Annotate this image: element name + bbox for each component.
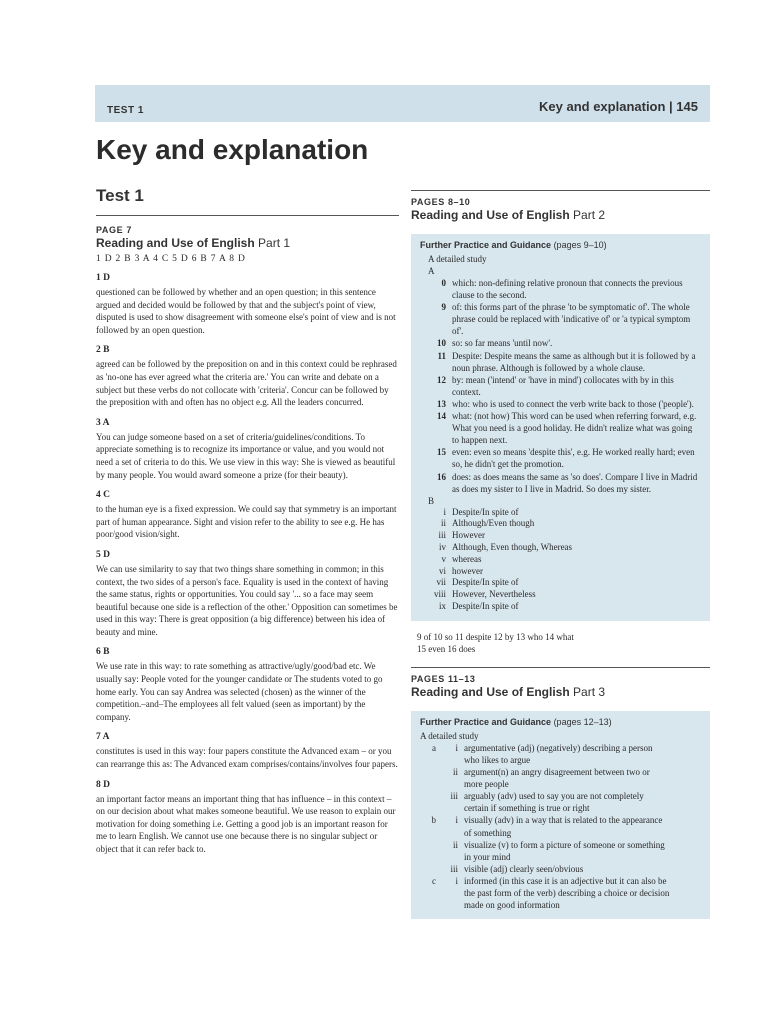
line-text: in your mind [464, 851, 511, 862]
question-body: constitutes is used in this way: four papers constitute the Advanced exam – or you can rearrange this as: The Advanced exam comprises/contains/involves four papers. [96, 746, 398, 770]
line-numeral [440, 899, 464, 911]
section-title-text: Reading and Use of English [96, 236, 255, 250]
question-head: 8 D [96, 779, 110, 790]
item-text: Although, Even though, Whereas [452, 542, 573, 553]
line-text: certain if something is true or right [464, 803, 590, 814]
line-text: of something [464, 827, 512, 838]
study-line [420, 851, 701, 863]
line-numeral: i [455, 875, 458, 886]
explanation-item [420, 471, 701, 495]
page-label: PAGE 7 [96, 225, 132, 235]
item-number: v [441, 553, 446, 564]
part-letter: B [428, 495, 435, 506]
item-text: Despite/In spite of [452, 577, 519, 588]
line-letter [420, 839, 440, 851]
question-head: 7 A [96, 732, 110, 743]
sub-heading: A detailed study [428, 254, 487, 264]
item-number: 13 [437, 398, 446, 409]
question-head: 5 D [96, 549, 110, 560]
item-number: vi [438, 565, 446, 576]
box-title [420, 240, 701, 250]
roman-item [420, 542, 701, 554]
line-text: arguably (adv) used to say you are not completely [464, 791, 644, 802]
line-letter [420, 790, 440, 802]
section-divider [96, 215, 399, 216]
study-line [420, 778, 701, 790]
line-numeral: iii [450, 863, 458, 874]
item-text: even: even so means 'despite this', e.g. He worked really hard; even so, he didn't get the promotion. [452, 447, 695, 470]
roman-item [420, 530, 701, 542]
item-text: whereas [452, 553, 482, 564]
item-text: who: who is used to connect the verb write back to those ('people'). [452, 398, 694, 409]
item-number: 15 [437, 447, 446, 458]
box-pages: (pages 12–13) [553, 716, 612, 727]
line-numeral [440, 851, 464, 863]
study-line [420, 899, 701, 911]
item-number: vii [436, 577, 446, 588]
roman-item [420, 507, 701, 519]
question-6 [96, 647, 399, 723]
left-column [96, 215, 399, 856]
line-text: who likes to argue [464, 754, 531, 765]
part-letter: A [428, 266, 435, 276]
line-letter [420, 899, 440, 911]
explanation-item [420, 277, 701, 301]
item-number: viii [433, 589, 446, 600]
header-test-label: TEST 1 [107, 105, 144, 116]
explanation-item [420, 410, 701, 446]
section-title-text: Reading and Use of English [411, 684, 570, 699]
explanation-item [420, 446, 701, 470]
line-text: visually (adv) in a way that is related to the appearance [464, 815, 663, 826]
item-text: which: non-defining relative pronoun that connects the previous clause to the second. [452, 278, 683, 301]
section-divider [411, 190, 710, 191]
question-1 [96, 273, 399, 336]
item-text: so: so far means 'until now'. [452, 338, 553, 349]
line-letter [420, 863, 440, 875]
line-text: more people [464, 779, 509, 790]
study-line [420, 839, 701, 851]
practice-box [411, 234, 710, 621]
study-line [420, 875, 701, 887]
item-text: what: (not how) This word can be used when referring forward, e.g. What you need is a good holiday. He didn't realize what was going to happen next. [452, 411, 697, 446]
question-8 [96, 780, 399, 856]
question-body: agreed can be followed by the preposition on and in this context could be rephrased as 'no-one has ever agreed what the criteria are.' You can write and debate on a subject but these verbs do not collocate with 'criteria'. Concur can be followed by the preposition with and often has no object e.g. All the leaders concurred. [96, 359, 397, 408]
item-text: Despite: Despite means the same as although but it is followed by a noun phrase. Although is followed by a whole clause. [452, 350, 696, 373]
page-label: PAGES 11–13 [411, 673, 476, 684]
item-number: ii [440, 518, 446, 529]
study-line [420, 827, 701, 839]
item-text: However [452, 530, 485, 541]
roman-item [420, 566, 701, 578]
answer-key-line: 1 D 2 B 3 A 4 C 5 D 6 B 7 A 8 D [96, 254, 246, 264]
line-letter [420, 851, 440, 863]
item-text: of: this forms part of the phrase 'to be symptomatic of'. The whole phrase could be replaced with 'indicative of' or 'a typical symptom of'. [452, 302, 691, 337]
line-numeral: ii [452, 767, 458, 778]
item-text: does: as does means the same as 'so does'. Compare I live in Madrid as does my sister to I live in Madrid. So does my sister. [452, 471, 698, 494]
explanation-item [420, 337, 701, 349]
header-page-title: Key and explanation | 145 [539, 99, 698, 114]
study-line [420, 754, 701, 766]
answer-summary-line: 9 of 10 so 11 despite 12 by 13 who 14 what [417, 631, 574, 642]
line-letter [420, 827, 440, 839]
question-4 [96, 490, 399, 541]
question-body: an important factor means an important thing that has influence – in this context – on our decision about what makes someone beautiful. We use reason to explain our motivation for doing something i.e. Getting a good job is an important reason for me to learn English. We cannot use one because there is no singular subject or object that it can refer back to. [96, 793, 396, 854]
box-title [420, 717, 701, 727]
line-text: visualize (v) to form a picture of someone or something [464, 839, 665, 850]
question-body: questioned can be followed by whether and an open question; in this sentence argued and decided would be followed by that and the subject's point of view, disputed is used to show disagreement with someone else's point of view and is not followed by an open question. [96, 287, 396, 335]
line-numeral: i [455, 742, 458, 753]
line-text: visible (adj) clearly seen/obvious [464, 863, 584, 874]
section-title [96, 236, 399, 250]
item-number: 0 [441, 278, 446, 288]
item-text: by: mean ('intend' or 'have in mind') collocates with by in this context. [452, 374, 674, 397]
item-text: However, Nevertheless [452, 589, 536, 600]
item-text: Despite/In spite of [452, 601, 519, 612]
sub-heading: A detailed study [420, 730, 479, 741]
item-text: Despite/In spite of [452, 506, 519, 517]
question-head: 1 D [96, 273, 110, 283]
roman-item [420, 589, 701, 601]
line-letter [420, 766, 440, 778]
section-part: Part 3 [573, 684, 606, 699]
answer-summary-line: 15 even 16 does [417, 643, 476, 654]
page-label: PAGES 8–10 [411, 197, 471, 207]
explanation-item [420, 374, 701, 398]
line-text: made on good information [464, 900, 560, 911]
question-head: 3 A [96, 417, 110, 428]
section-divider [411, 667, 710, 668]
explanation-item [420, 301, 701, 337]
study-line [420, 742, 701, 754]
item-number: iv [438, 542, 446, 553]
question-body: to the human eye is a fixed expression. We could say that symmetry is an important part of human appearance. Sight and vision refer to the ability to see e.g. He has poor/good vision/sight. [96, 504, 397, 540]
section-part: Part 2 [573, 208, 606, 222]
practice-box [411, 711, 710, 919]
item-number: 10 [437, 338, 446, 349]
question-body: We use rate in this way: to rate something as attractive/ugly/good/bad etc. We usually say: People voted for the younger candidate or The students voted to go home early. You can say Andrea was selected (chosen) as the winner of the competition.–and–The employees all felt valued (seen as important) by the company. [96, 661, 383, 722]
line-letter [420, 754, 440, 766]
item-text: however [452, 565, 483, 576]
item-number: 9 [441, 302, 446, 313]
line-letter [420, 778, 440, 790]
question-body: We can use similarity to say that two things share something in common; in this context, the two sides of a person's face. Equality is used in the context of having the same status, rights or opportunities. You could say '... so a face may seem beautiful because one side is a reflection of the other.' Opposition can sometimes be used in this way: There is great opposition (a big difference) between his idea of beauty and mine. [96, 563, 398, 637]
item-number: 14 [437, 411, 446, 422]
line-letter [420, 802, 440, 814]
study-line [420, 863, 701, 875]
line-letter [420, 887, 440, 899]
roman-item [420, 554, 701, 566]
line-letter: c [432, 875, 436, 886]
study-line [420, 887, 701, 899]
line-numeral [440, 778, 464, 790]
question-5 [96, 550, 399, 639]
question-3 [96, 418, 399, 481]
line-text: the past form of the verb) describing a choice or decision [464, 887, 670, 898]
question-head: 4 C [96, 490, 110, 501]
study-line [420, 814, 701, 826]
line-numeral [440, 827, 464, 839]
line-letter: a [432, 742, 436, 753]
question-2 [96, 345, 399, 408]
answer-summary [411, 631, 710, 655]
roman-item [420, 601, 701, 613]
question-body: You can judge someone based on a set of criteria/guidelines/conditions. To appreciate something is to recognize its importance or value, and you would not need a set of criteria to do this. We use view in this way: She is viewed as beautiful by many people. You would award someone a prize (for their beauty). [96, 431, 396, 480]
study-line [420, 802, 701, 814]
explanation-item [420, 350, 701, 374]
item-number: 11 [437, 350, 446, 361]
explanation-item [420, 398, 701, 410]
question-head: 2 B [96, 345, 110, 356]
study-line [420, 766, 701, 778]
right-column [411, 190, 710, 919]
line-numeral [440, 802, 464, 814]
page-header [95, 85, 710, 122]
study-line [420, 790, 701, 802]
line-numeral: i [455, 815, 458, 826]
line-text: informed (in this case it is an adjective but it can also be [464, 875, 667, 886]
item-number: ix [438, 601, 446, 612]
section-title [411, 685, 710, 699]
line-numeral: ii [452, 839, 458, 850]
section-title [411, 208, 710, 222]
question-7 [96, 732, 399, 770]
line-text: argument(n) an angry disagreement between two or [464, 767, 650, 778]
page-title: Key and explanation [96, 134, 369, 165]
test-heading: Test 1 [96, 186, 144, 205]
item-number: 12 [437, 374, 446, 385]
line-numeral: iii [450, 791, 458, 802]
box-title-text: Further Practice and Guidance [420, 240, 552, 250]
item-number: 16 [437, 471, 446, 482]
item-number: i [443, 506, 446, 517]
line-text: argumentative (adj) (negatively) describing a person [464, 742, 653, 753]
line-letter: b [431, 815, 436, 826]
question-head: 6 B [96, 647, 110, 658]
section-part: Part 1 [258, 236, 291, 250]
section-title-text: Reading and Use of English [411, 208, 570, 222]
box-title-text: Further Practice and Guidance [420, 716, 552, 727]
line-numeral [440, 754, 464, 766]
box-pages: (pages 9–10) [553, 240, 607, 250]
roman-item [420, 577, 701, 589]
line-numeral [440, 887, 464, 899]
roman-item [420, 518, 701, 530]
item-number: iii [438, 530, 446, 541]
item-text: Although/Even though [452, 518, 535, 529]
